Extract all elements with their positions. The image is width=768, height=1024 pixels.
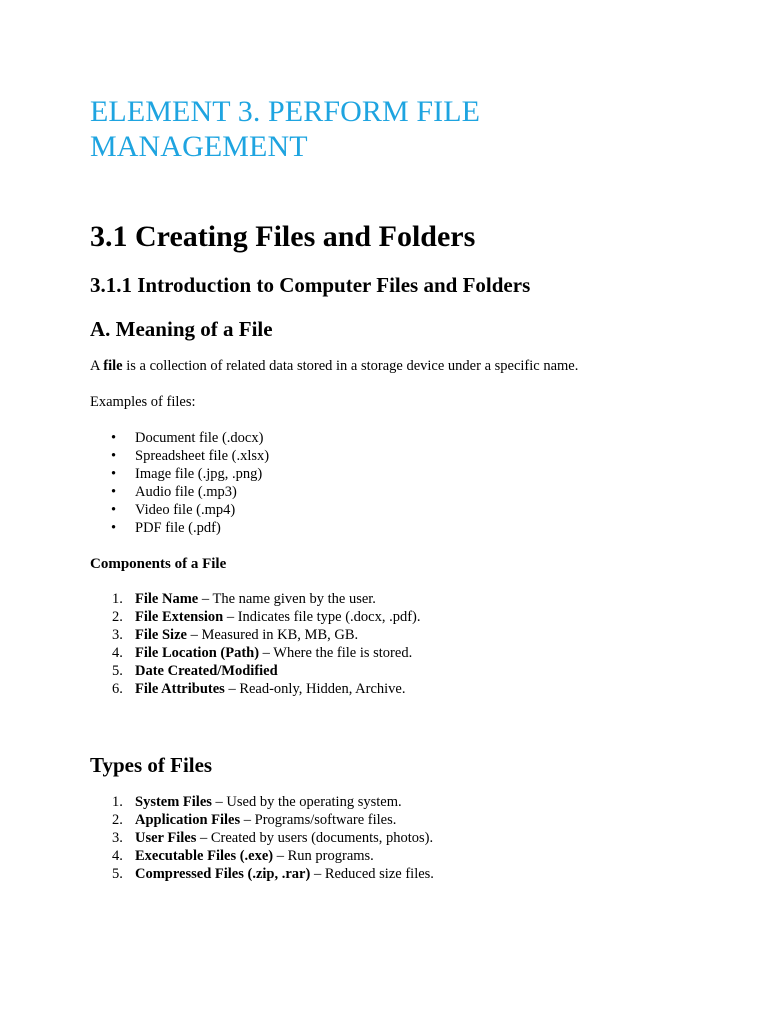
list-number: 5.	[112, 865, 123, 882]
list-item	[90, 430, 678, 448]
file-definition	[90, 358, 678, 375]
list-item-text: Document file (.docx)	[135, 430, 264, 446]
component-desc: – Indicates file type (.docx, .pdf).	[223, 609, 421, 626]
bullet-icon: •	[111, 447, 117, 464]
types-heading: Types of Files	[90, 752, 213, 777]
component-term: File Location (Path)	[135, 645, 260, 662]
list-item	[90, 681, 678, 699]
bullet-icon: •	[111, 501, 117, 518]
type-term: User Files	[135, 829, 197, 846]
component-desc: – The name given by the user.	[198, 591, 376, 608]
components-list	[90, 591, 678, 698]
list-item	[90, 645, 678, 663]
type-desc: – Programs/software files.	[240, 811, 397, 828]
component-term: Date Created/Modified	[135, 663, 278, 680]
list-item	[90, 812, 678, 830]
list-number: 2.	[112, 609, 123, 626]
list-item-text: Image file (.jpg, .png)	[135, 465, 263, 482]
component-term: File Attributes	[135, 680, 225, 697]
definition-pre: A	[90, 358, 104, 374]
bullet-icon: •	[111, 465, 117, 482]
element-title: ELEMENT 3. PERFORM FILE MANAGEMENT	[90, 95, 481, 163]
type-term: Application Files	[135, 811, 241, 828]
list-item-text: Spreadsheet file (.xlsx)	[135, 447, 270, 464]
list-item	[90, 627, 678, 645]
list-item	[90, 484, 678, 502]
type-term: System Files	[135, 793, 212, 810]
list-number: 3.	[112, 627, 123, 644]
list-item	[90, 466, 678, 484]
types-list	[90, 794, 678, 884]
bullet-icon: •	[111, 430, 117, 446]
list-item	[90, 848, 678, 866]
list-number: 6.	[112, 680, 123, 697]
list-number: 1.	[112, 793, 123, 810]
type-term: Executable Files (.exe)	[135, 847, 274, 864]
type-desc: – Run programs.	[273, 847, 374, 864]
list-item	[90, 794, 678, 812]
component-term: File Name	[135, 591, 199, 608]
bullet-icon: •	[111, 483, 117, 500]
component-term: File Size	[135, 627, 187, 644]
list-number: 4.	[112, 645, 123, 662]
list-number: 1.	[112, 591, 123, 608]
examples-list	[90, 430, 678, 537]
list-item	[90, 502, 678, 520]
component-desc: – Read-only, Hidden, Archive.	[224, 680, 406, 697]
type-desc: – Created by users (documents, photos).	[196, 829, 434, 846]
heading-meaning-of-file: A. Meaning of a File	[90, 317, 273, 341]
list-item-text: PDF file (.pdf)	[135, 519, 221, 536]
list-item	[90, 448, 678, 466]
component-desc: – Where the file is stored.	[259, 645, 413, 662]
list-item	[90, 591, 678, 609]
list-item	[90, 520, 678, 538]
list-number: 2.	[112, 811, 123, 828]
list-item-text: Video file (.mp4)	[135, 501, 236, 518]
subsection-title: 3.1.1 Introduction to Computer Files and Folders	[90, 273, 531, 297]
list-number: 5.	[112, 663, 123, 680]
bullet-icon: •	[111, 519, 117, 536]
list-item	[90, 609, 678, 627]
type-term: Compressed Files (.zip, .rar)	[135, 865, 311, 882]
definition-post: is a collection of related data stored in a storage device under a specific name.	[122, 358, 579, 374]
definition-bold-term: file	[103, 358, 123, 374]
list-item	[90, 663, 678, 681]
list-number: 3.	[112, 829, 123, 846]
list-number: 4.	[112, 847, 123, 864]
examples-intro: Examples of files:	[90, 394, 196, 410]
type-desc: – Used by the operating system.	[211, 793, 402, 810]
type-desc: – Reduced size files.	[310, 865, 434, 882]
list-item	[90, 830, 678, 848]
components-heading: Components of a File	[90, 556, 227, 573]
list-item	[90, 866, 678, 884]
section-title: 3.1 Creating Files and Folders	[90, 220, 476, 253]
component-term: File Extension	[135, 609, 224, 626]
list-item-text: Audio file (.mp3)	[135, 483, 237, 500]
component-desc: – Measured in KB, MB, GB.	[186, 627, 359, 644]
